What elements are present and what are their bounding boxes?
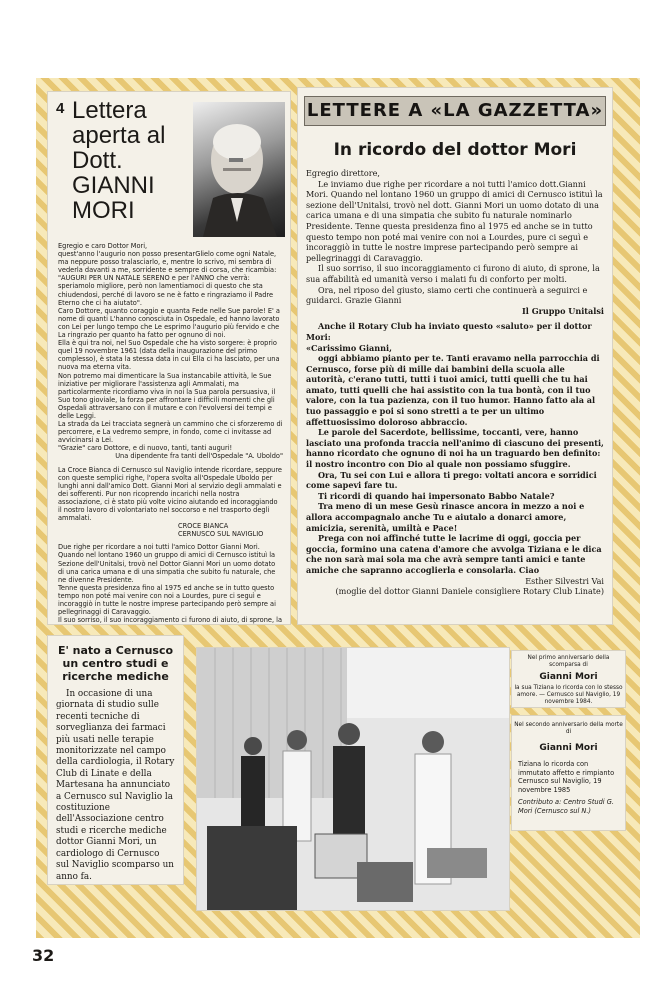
rotary-salutation: «Carissimo Gianni, [306,342,392,353]
rotary-paragraph: Le parole del Sacerdote, bellissime, toccanti, vere, hanno lasciato una profonda traccia nell'animo di ciascuno dei presenti, hanno ricordato che ognuno di noi ha un traguardo ben definito: il nostro incontro con Dio al quale non possiamo sfuggire. [306,427,604,470]
gazzetta-signature: Il Gruppo Unitalsi [522,305,604,316]
notice-name: Gianni Mori [539,672,598,682]
portrait-photo [193,102,285,237]
unitalsi-paragraph: Il suo sorriso, il suo incoraggiamento ci furono di aiuto, di sprone, la [58,616,283,624]
gazzetta-paragraph: Il suo sorriso, il suo incoraggiamento ci furono di aiuto, di sprone, la sua affabilità ed umanità verso i malati fu di conforto per molti. [306,263,600,284]
centro-studi-body: In occasione di una giornata di studio sulle recenti tecniche di sorveglianza dei farmaci più usati nelle terapie monitorizzate nel campo della cardiologia, il Rotary Club di Linate e della Martesana ha annunciato a Cernusco sul Naviglio la costituzione dell'Associazione centro studi e ricerche mediche dottor Gianni Mori, un cardiologo di Cernusco sul Naviglio scomparso un anno fa. [56,689,175,882]
croce-bianca-paragraph: La Croce Bianca di Cernusco sul Naviglio intende ricordare, seppure con queste semplici righe, l'opera svolta all'Ospedale Uboldo per lunghi anni dall'amico Dott. Gianni Mori al servizio degli ammalati e dei sofferenti. Pur non ricoprendo incarichi nella nostra associazione, ci è stato più volte vicino aiutando ed incoraggiando il nostro lavoro di volontariato nel soccorso e nel trasporto degli ammalati. [58,465,282,523]
unitalsi-paragraph: Due righe per ricordare a noi tutti l'amico Dottor Gianni Mori. Quando nel lontano 1960 un gruppo di amici di Cernusco istituì la Sezione dell'Unitalsi, trovò nel Dottor Gianni Mori un uomo dotato di una carica umana e di una simpatia che subito fu naturale, che ne divenne Presidente. [58,543,276,584]
unitalsi-paragraph: Tenne questa presidenza fino al 1975 ed anche se in tutto questo tempo non poté mai venire con noi a Lourdes, pure ci seguì e incoraggiò in tutte le nostre imprese partecipando però sempre ai pellegrinaggi di Caravaggio. [58,583,276,617]
rotary-intro: Anche il Rotary Club ha inviato questo «saluto» per il dottor Mori: [306,321,592,342]
letter-paragraph: La strada da Lei tracciata segnerà un cammino che ci sforzeremo di percorrere, e La vedremo sempre, in fondo, come ci invitasse ad avvicinarsi a Lei. [58,420,283,445]
letter-paragraph: Caro Dottore, quanto coraggio e quanta Fede nelle Sue parole! E' a nome di quanti L'hanno conosciuta in Ospedale, ed hanno lavorato con Lei per lungo tempo che Le esprimo l'augurio più fervido e che La ringrazio per quanto ha fatto per ognuno di noi. [58,306,280,340]
letter-paragraph: Non potremo mai dimenticare la Sua instancabile attività, le Sue iniziative per migliorare l'assistenza agli Ammalati, ma particolarmente ricordiamo viva in noi la Sua parola persuasiva, il Suo tono gioviale, la forza per affrontare i difficili momenti che gli Ospedali attraversano con il mutare e con l'evolversi dei tempi e delle Leggi. [58,371,276,420]
letter-signature: Una dipendente fra tanti dell'Ospedale "A. Uboldo" [115,452,283,461]
notice-intro: Nel primo anniversario della scomparsa di [527,655,610,668]
gazzetta-clipping [298,88,612,624]
rotary-paragraph: Tra meno di un mese Gesù rinasce ancora in mezzo a noi e allora accompagnalo anche Tu e aiutalo a donarci amore, amicizia, serenità, umiltà e Pace! [306,501,585,533]
group-photo [197,648,509,910]
gazzetta-paragraph: Ora, nel riposo del giusto, siamo certi che continuerà a seguirci e guidarci. Grazie Gianni [306,284,588,306]
centro-studi-headline: E' nato a Cernusco un centro studi e ricerche mediche [57,644,174,683]
notice-text: Tiziana lo ricorda con immutato affetto e rimpianto [518,760,615,777]
notice-intro: Nel secondo anniversario della morte di [514,722,623,735]
letter-number: 4 [56,100,65,117]
letter-paragraph: quest'anno l'augurio non posso presentarGlielo come ogni Natale, ma neppure posso tralasciarlo, e, mentre lo scrivo, mi sembra di vederla davanti a me, sorridente e sempre di corsa, che ricambia: "AUGURI PER UN NATALE SERENO e per l'ANNO che verrà: speriamolo migliore, però non lamentiamoci di questo che sta chiudendosi, perché di lavoro se ne è fatto e ringraziamo il Padre Eterno che ci ha aiutato". [58,250,277,307]
rotary-paragraph: Ti ricordi di quando hai impersonato Babbo Natale? [318,490,555,501]
anniversary-notice-1 [512,651,625,707]
rotary-paragraph: Prega con noi affinché tutte le lacrime di oggi, goccia per goccia, formino una catena d'amore che avvolga Tiziana e le dica che non sarà mai sola ma che avrà sempre tanti amici e tante amiche che sapranno accoglierla e consolarla. Ciao [306,533,602,575]
gazzetta-headline: In ricordo del dottor Mori [333,140,577,160]
letter-paragraph: "Grazie" caro Dottore, e di nuovo, tanti, tanti auguri! [58,444,233,453]
croce-bianca-location: CERNUSCO SUL NAVIGLIO [178,530,264,539]
open-letter-clipping [48,92,290,624]
rotary-paragraph: Ora, Tu sei con Lui e allora ti prego: voltati ancora e sorridici come sapevi fare tu. [306,469,597,491]
gazzetta-salutation: Egregio direttore, [306,168,381,178]
page-number: 32 [32,946,55,965]
rotary-signature: Esther Silvestri Vai [525,575,604,586]
notice-place-date: Cernusco sul Naviglio, 19 novembre 1985 [518,777,602,794]
gazzetta-masthead: LETTERE A «LA GAZZETTA» [304,96,606,126]
letter-paragraph: Ella è qui tra noi, nel Suo Ospedale che ha visto sorgere: è proprio quel 19 novembre 1961 (data della inaugurazione del primo complesso), è stata la stessa data in cui Ella ci ha lasciato, per una nuova ma eterna vita. [58,339,280,372]
notice-text: la sua Tiziana lo ricorda con lo stesso amore. — Cernusco sul Naviglio, 19 novembre 1984. [514,685,623,705]
croce-bianca-signature: CROCE BIANCA [178,522,229,531]
rotary-signature-note: (moglie del dottor Gianni Daniele consigliere Rotary Club Linate) [335,586,604,597]
centro-studi-clipping [48,636,183,884]
rotary-paragraph: oggi abbiamo pianto per te. Tanti eravamo nella parrocchia di Cernusco, forse più di mille dai bambini della scuola alle autorità, c'erano tutti, tutti i tuoi amici, tutti quelli che tu hai amato, tutti quelli che hai assistito con la tua bontà, con il tuo valore, con la tua pazienza, con il tuo humor. Hanno fatto ala al tuo passaggio e poi si sono stretti a te per un ultimo affettuosissimo doloroso abbraccio. [306,353,600,427]
gazzetta-paragraph: Le inviamo due righe per ricordare a noi tutti l'amico dott.Gianni Mori. Quando nel lontano 1960 un gruppo di amici di Cernusco istituì la sezione dell'Unitalsi, trovò nel dott. Gianni Mori un uomo dotato di una carica umana e di una simpatia che subito fu naturale nominarlo Presidente. Tenne questa presidenza fino al 1975 ed anche se in tutto questo tempo non poté mai venire con noi a Lourdes, pure ci seguì e incoraggiò in tutte le nostre imprese partecipando però sempre ai pellegrinaggi di Caravaggio. [306,178,603,263]
letter-greeting: Egregio e caro Dottor Mori, [58,242,148,250]
anniversary-notice-2 [512,716,625,830]
notice-name: Gianni Mori [539,743,598,753]
notice-contribution: Contributo a: Centro Studi G. Mori (Cernusco sul N.) [518,798,614,815]
letter-title: Lettera aperta al Dott. GIANNI MORI [72,97,166,224]
